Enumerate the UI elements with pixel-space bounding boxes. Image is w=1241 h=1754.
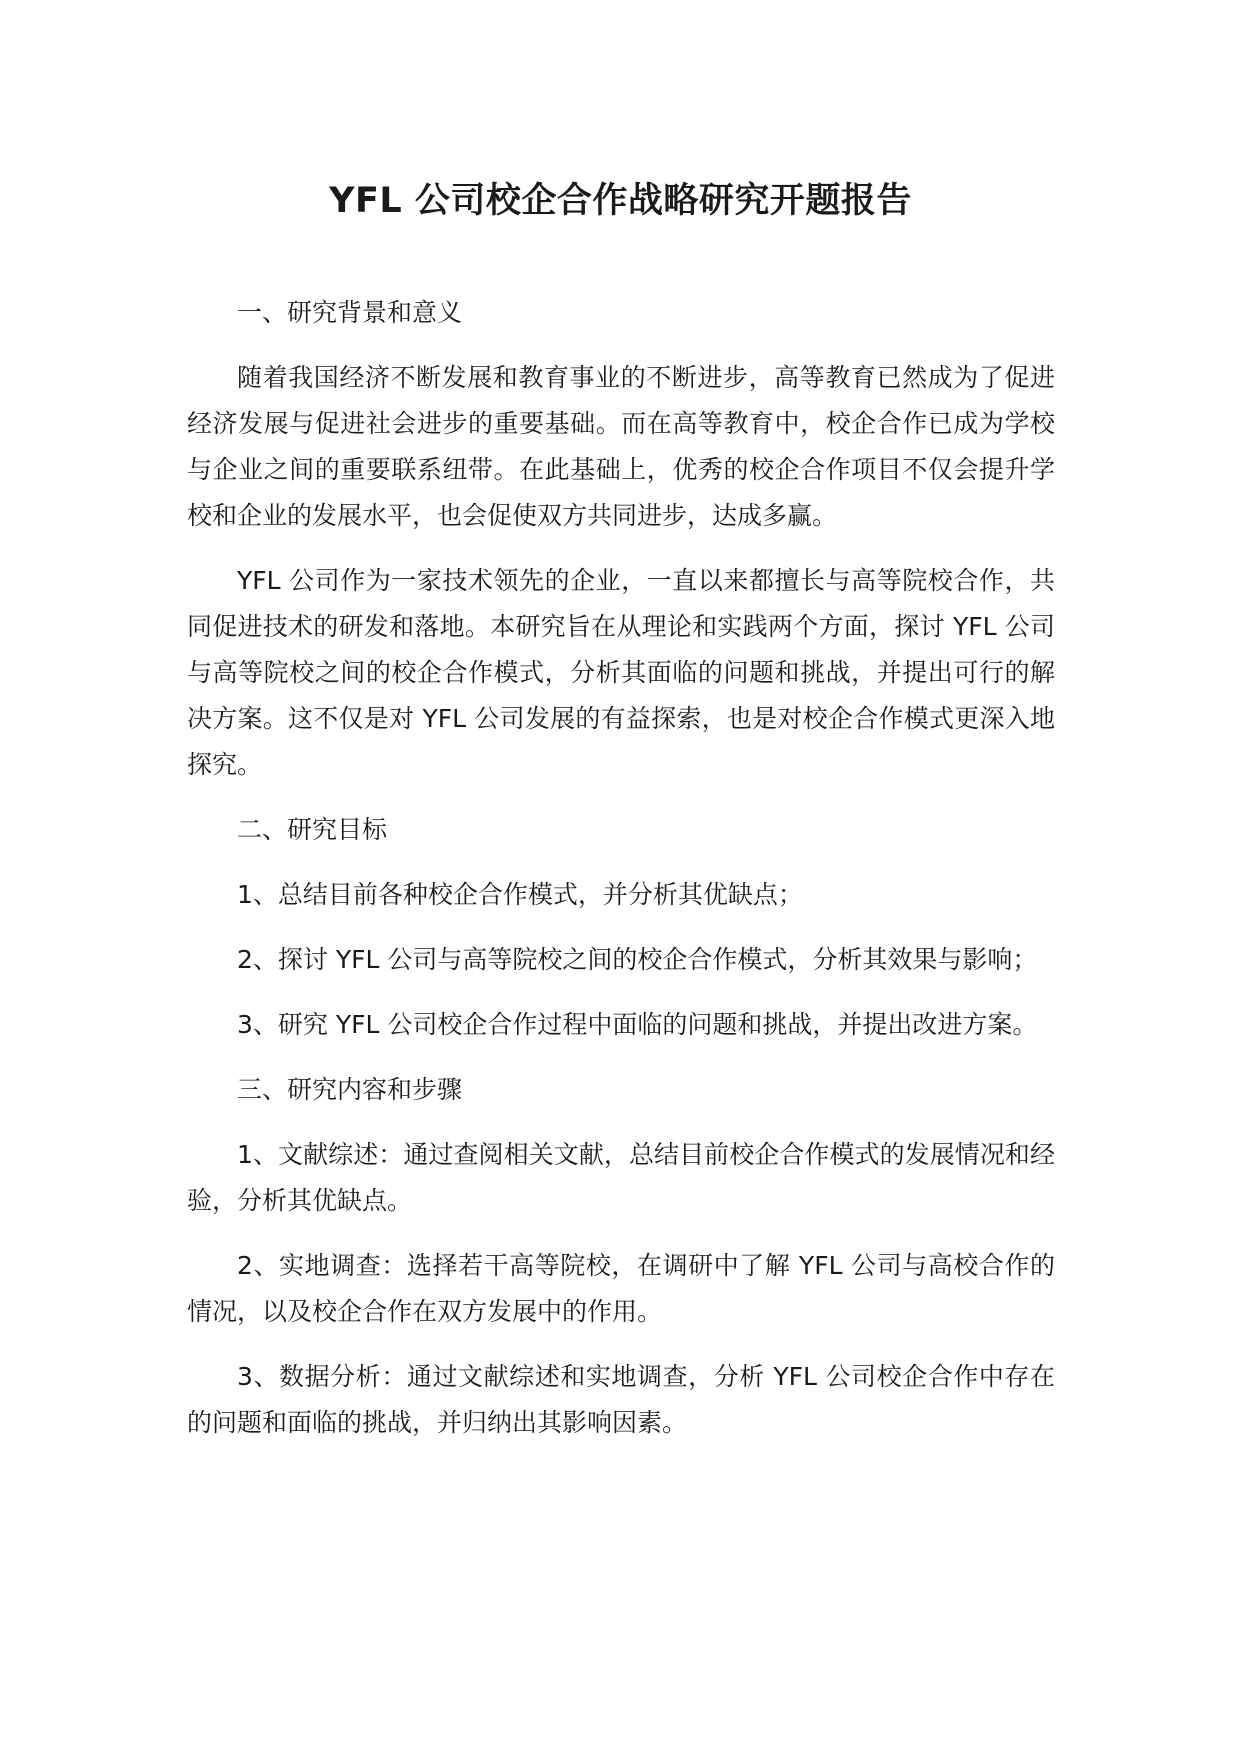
document-title: YFL 公司校企合作战略研究开题报告 <box>329 181 912 221</box>
goal-item-3: 3、研究 YFL 公司校企合作过程中面临的问题和挑战，并提出改进方案。 <box>237 1010 1038 1039</box>
goal-item-2: 2、探讨 YFL 公司与高等院校之间的校企合作模式，分析其效果与影响； <box>237 945 1038 974</box>
goal-item-1: 1、总结目前各种校企合作模式，并分析其优缺点； <box>237 880 803 909</box>
document-body <box>187 290 1055 1465</box>
section-heading-goals: 二、研究目标 <box>237 815 388 844</box>
paragraph-background-2: YFL 公司作为一家技术领先的企业，一直以来都擅长与高等院校合作，共同促进技术的研发和落地。本研究旨在从理论和实践两个方面，探讨 YFL 公司与高等院校之间的校企合作模式，分析其面临的问题和挑战，并提出可行的解决方案。这不仅是对 YFL 公司发展的有益探索，也是对校企合作模式更深入地探究。 <box>187 566 1055 779</box>
content-step-3: 3、数据分析：通过文献综述和实地调查，分析 YFL 公司校企合作中存在的问题和面临的挑战，并归纳出其影响因素。 <box>187 1362 1055 1437</box>
section-heading-background: 一、研究背景和意义 <box>237 298 463 327</box>
paragraph-background-1: 随着我国经济不断发展和教育事业的不断进步，高等教育已然成为了促进经济发展与促进社会进步的重要基础。而在高等教育中，校企合作已成为学校与企业之间的重要联系纽带。在此基础上，优秀的校企合作项目不仅会提升学校和企业的发展水平，也会促使双方共同进步，达成多赢。 <box>187 363 1055 530</box>
section-heading-content: 三、研究内容和步骤 <box>237 1075 463 1104</box>
content-step-1: 1、文献综述：通过查阅相关文献，总结目前校企合作模式的发展情况和经验，分析其优缺点。 <box>187 1140 1055 1215</box>
content-step-2: 2、实地调查：选择若干高等院校，在调研中了解 YFL 公司与高校合作的情况，以及校企合作在双方发展中的作用。 <box>187 1251 1055 1326</box>
